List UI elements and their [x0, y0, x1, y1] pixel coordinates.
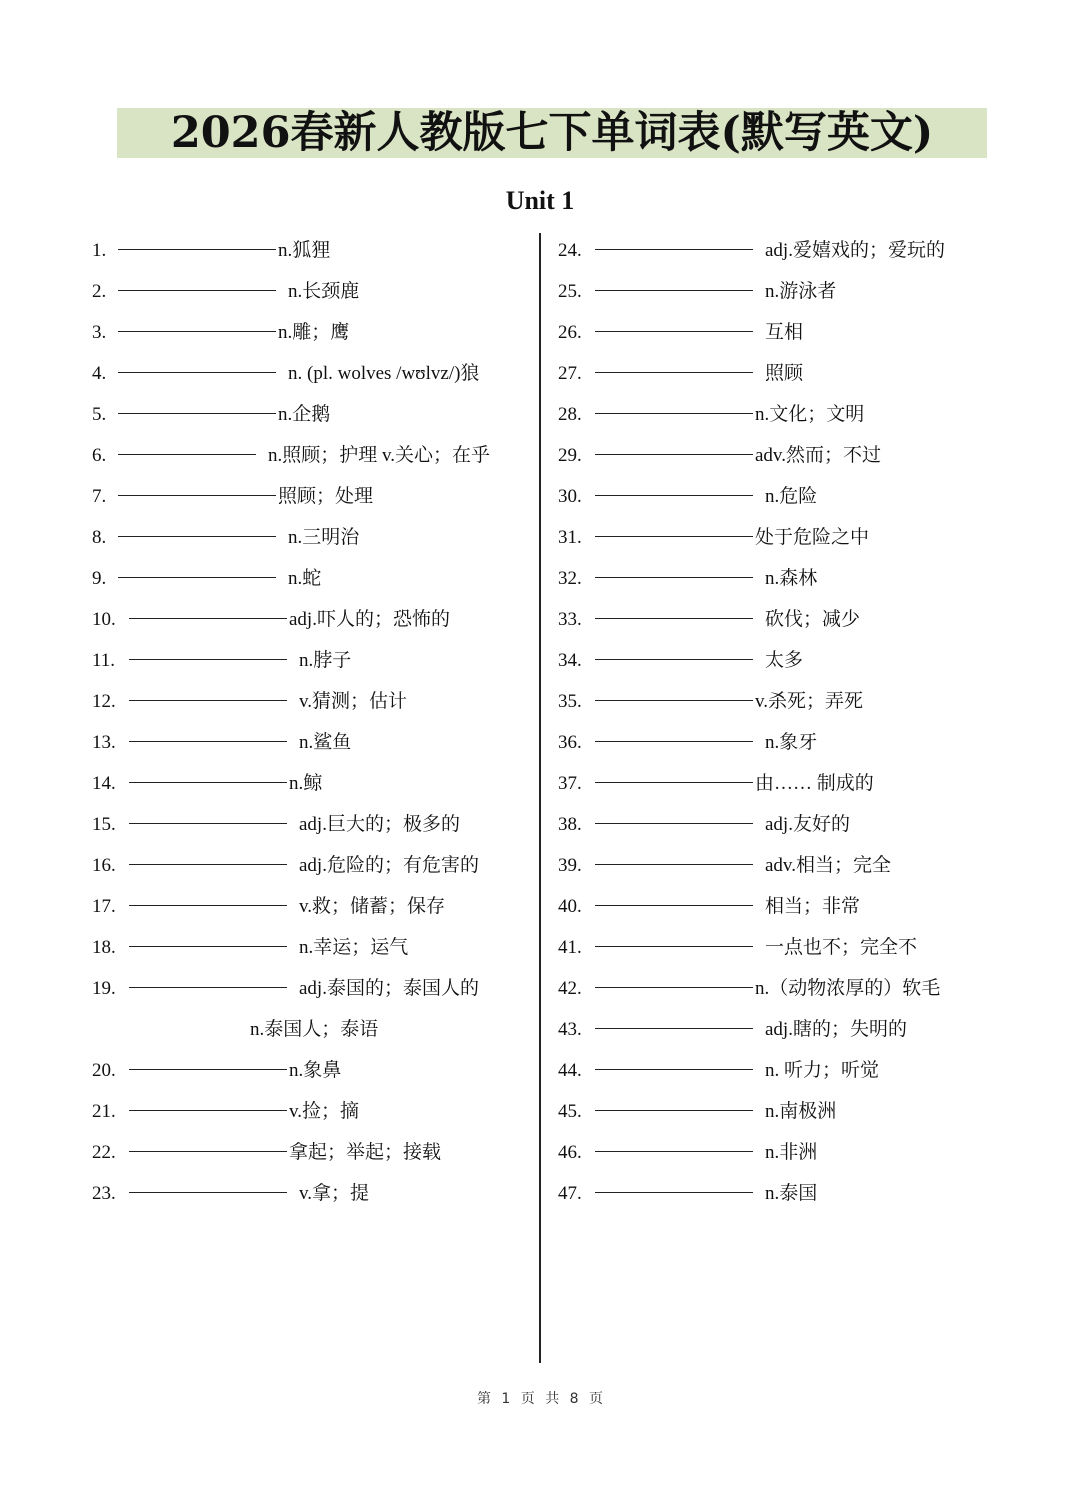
- vocab-row: [558, 435, 1018, 476]
- answer-blank[interactable]: [595, 330, 753, 332]
- vocab-number: 38.: [558, 814, 582, 835]
- vocab-row: [558, 1050, 1018, 1091]
- vocab-number: 47.: [558, 1183, 582, 1204]
- vocab-number: 37.: [558, 773, 582, 794]
- vocab-number: 27.: [558, 363, 582, 384]
- answer-blank[interactable]: [129, 986, 287, 988]
- vocab-row: [558, 763, 1018, 804]
- vocab-row: [92, 681, 532, 722]
- vocab-definition: v.捡；摘: [289, 1101, 360, 1122]
- vocab-number: 35.: [558, 691, 582, 712]
- answer-blank[interactable]: [118, 371, 276, 373]
- vocab-definition: 太多: [765, 650, 804, 671]
- vocab-definition: 照顾；处理: [278, 486, 374, 507]
- answer-blank[interactable]: [129, 1150, 287, 1152]
- vocab-row: [558, 886, 1018, 927]
- answer-blank[interactable]: [118, 535, 276, 537]
- answer-blank[interactable]: [595, 248, 753, 250]
- answer-blank[interactable]: [118, 289, 276, 291]
- vocab-number: 8.: [92, 527, 107, 548]
- vocab-row: [92, 640, 532, 681]
- vocab-number: 31.: [558, 527, 582, 548]
- vocab-definition: 相当；非常: [765, 896, 861, 917]
- vocab-row: [92, 1132, 532, 1173]
- vocab-number: 17.: [92, 896, 116, 917]
- vocab-row: [92, 804, 532, 845]
- vocab-number: 36.: [558, 732, 582, 753]
- vocab-row: [92, 968, 532, 1009]
- vocab-definition: 砍伐；减少: [765, 609, 861, 630]
- vocab-number: 4.: [92, 363, 107, 384]
- vocab-row: [558, 517, 1018, 558]
- vocab-number: 9.: [92, 568, 107, 589]
- vocab-number: 15.: [92, 814, 116, 835]
- title-highlight: [117, 108, 987, 158]
- vocab-row: [92, 558, 532, 599]
- vocab-definition: n.照顾；护理 v.关心；在乎: [268, 445, 491, 466]
- vocab-number: 16.: [92, 855, 116, 876]
- vocab-number: 1.: [92, 240, 107, 261]
- vocab-row: [92, 927, 532, 968]
- vocab-number: 40.: [558, 896, 582, 917]
- vocab-number: 12.: [92, 691, 116, 712]
- vocab-number: 13.: [92, 732, 116, 753]
- vocab-definition: 照顾: [765, 363, 804, 384]
- vocab-row: [558, 271, 1018, 312]
- vocab-definition: n.非洲: [765, 1142, 818, 1163]
- vocab-definition: adj.吓人的；恐怖的: [289, 609, 450, 630]
- page-title: 2026春新人教版七下单词表(默写英文): [170, 108, 934, 158]
- vocab-row: [92, 845, 532, 886]
- vocab-definition: adj.泰国的；泰国人的: [299, 978, 479, 999]
- vocab-definition: n.南极洲: [765, 1101, 837, 1122]
- answer-blank[interactable]: [129, 822, 287, 824]
- vocab-row: [92, 517, 532, 558]
- answer-blank[interactable]: [129, 781, 287, 783]
- vocab-number: 2.: [92, 281, 107, 302]
- vocab-number: 5.: [92, 404, 107, 425]
- vocab-definition: n.文化；文明: [755, 404, 865, 425]
- answer-blank[interactable]: [129, 945, 287, 947]
- vocab-number: 10.: [92, 609, 116, 630]
- answer-blank[interactable]: [118, 412, 276, 414]
- vocab-number: 24.: [558, 240, 582, 261]
- vocab-row: [558, 640, 1018, 681]
- vocab-number: 19.: [92, 978, 116, 999]
- vocab-definition: n.泰国人；泰语: [250, 1019, 379, 1040]
- vocab-number: 42.: [558, 978, 582, 999]
- vocab-row: [92, 312, 532, 353]
- vocab-number: 28.: [558, 404, 582, 425]
- vocab-row: [558, 804, 1018, 845]
- vocab-row: [92, 1173, 532, 1214]
- vocab-row: [558, 722, 1018, 763]
- vocab-definition: adj.巨大的；极多的: [299, 814, 460, 835]
- vocab-number: 22.: [92, 1142, 116, 1163]
- vocab-definition: n.雕；鹰: [278, 322, 350, 343]
- vocab-number: 21.: [92, 1101, 116, 1122]
- vocab-definition: 一点也不；完全不: [765, 937, 918, 958]
- vocab-number: 39.: [558, 855, 582, 876]
- answer-blank[interactable]: [595, 945, 753, 947]
- answer-blank[interactable]: [595, 699, 753, 701]
- unit-heading: Unit 1: [505, 186, 575, 215]
- vocab-definition: v.杀死；弄死: [755, 691, 864, 712]
- answer-blank[interactable]: [129, 1109, 287, 1111]
- vocab-number: 23.: [92, 1183, 116, 1204]
- answer-blank[interactable]: [595, 1150, 753, 1152]
- vocab-definition: 拿起；举起；接载: [289, 1142, 442, 1163]
- answer-blank[interactable]: [595, 617, 753, 619]
- right-column: [558, 230, 1018, 1214]
- vocab-row: [92, 230, 532, 271]
- vocab-number: 14.: [92, 773, 116, 794]
- vocab-row: [92, 599, 532, 640]
- vocab-number: 30.: [558, 486, 582, 507]
- vocab-row: [92, 435, 532, 476]
- vocab-row: [558, 1132, 1018, 1173]
- vocab-definition: n.幸运；运气: [299, 937, 409, 958]
- vocab-definition: n.脖子: [299, 650, 352, 671]
- page-footer: 第 1 页 共 8 页: [476, 1391, 604, 1407]
- answer-blank[interactable]: [118, 576, 276, 578]
- answer-blank[interactable]: [595, 1191, 753, 1193]
- vocab-row: [558, 681, 1018, 722]
- vocab-definition: 互相: [765, 322, 804, 343]
- vocab-number: 6.: [92, 445, 107, 466]
- vocab-definition: 由…… 制成的: [755, 773, 874, 794]
- vocab-row: [92, 886, 532, 927]
- answer-blank[interactable]: [129, 904, 287, 906]
- answer-blank[interactable]: [595, 904, 753, 906]
- answer-blank[interactable]: [129, 617, 287, 619]
- vocab-row: [558, 1009, 1018, 1050]
- vocab-number: 26.: [558, 322, 582, 343]
- vocab-number: 29.: [558, 445, 582, 466]
- vocab-definition: n.企鹅: [278, 404, 331, 425]
- left-column: [92, 230, 532, 1214]
- vocab-definition: n.危险: [765, 486, 818, 507]
- answer-blank[interactable]: [118, 494, 276, 496]
- vocab-definition: n.鲨鱼: [299, 732, 352, 753]
- answer-blank[interactable]: [118, 248, 276, 250]
- vocab-row: [558, 230, 1018, 271]
- vocab-definition: n.象牙: [765, 732, 818, 753]
- vocab-definition: n.鲸: [289, 773, 323, 794]
- answer-blank[interactable]: [595, 986, 753, 988]
- answer-blank[interactable]: [595, 371, 753, 373]
- vocab-row: [558, 394, 1018, 435]
- vocab-definition: adj.瞎的；失明的: [765, 1019, 907, 1040]
- vocab-row: [558, 599, 1018, 640]
- vocab-row: [558, 927, 1018, 968]
- answer-blank[interactable]: [129, 658, 287, 660]
- vocab-definition: n. 听力；听觉: [765, 1060, 880, 1081]
- vocab-row: [558, 1091, 1018, 1132]
- answer-blank[interactable]: [129, 863, 287, 865]
- vocab-definition: n.象鼻: [289, 1060, 342, 1081]
- answer-blank[interactable]: [129, 1191, 287, 1193]
- vocab-row: [558, 845, 1018, 886]
- vocab-row: [92, 353, 532, 394]
- answer-blank[interactable]: [129, 1068, 287, 1070]
- vocab-definition: v.救；储蓄；保存: [299, 896, 446, 917]
- answer-blank[interactable]: [595, 1109, 753, 1111]
- vocab-row: [92, 1009, 532, 1050]
- vocab-number: 41.: [558, 937, 582, 958]
- vocab-definition: adv.相当；完全: [765, 855, 891, 876]
- vocab-definition: v.拿；提: [299, 1183, 370, 1204]
- answer-blank[interactable]: [595, 822, 753, 824]
- vocab-definition: n.森林: [765, 568, 818, 589]
- answer-blank[interactable]: [129, 699, 287, 701]
- answer-blank[interactable]: [595, 576, 753, 578]
- answer-blank[interactable]: [118, 330, 276, 332]
- vocab-definition: n.蛇: [288, 568, 322, 589]
- vocab-definition: n. (pl. wolves /wʊlvz/)狼: [288, 363, 480, 384]
- vocab-row: [558, 476, 1018, 517]
- vocab-row: [92, 1050, 532, 1091]
- answer-blank[interactable]: [595, 535, 753, 537]
- vocab-number: 33.: [558, 609, 582, 630]
- vocab-definition: n.长颈鹿: [288, 281, 360, 302]
- vocab-number: 7.: [92, 486, 107, 507]
- answer-blank[interactable]: [118, 453, 256, 455]
- vocab-number: 45.: [558, 1101, 582, 1122]
- vocab-number: 44.: [558, 1060, 582, 1081]
- vocab-number: 25.: [558, 281, 582, 302]
- vocab-definition: adj.友好的: [765, 814, 850, 835]
- vocab-definition: 处于危险之中: [755, 527, 870, 548]
- vocab-number: 20.: [92, 1060, 116, 1081]
- vocab-definition: n.（动物浓厚的）软毛: [755, 978, 941, 999]
- vocab-definition: v.猜测；估计: [299, 691, 408, 712]
- vocab-definition: n.游泳者: [765, 281, 837, 302]
- vocab-definition: adv.然而；不过: [755, 445, 881, 466]
- vocab-row: [558, 312, 1018, 353]
- answer-blank[interactable]: [595, 494, 753, 496]
- vocab-row: [558, 968, 1018, 1009]
- vocab-row: [92, 476, 532, 517]
- vocab-row: [558, 353, 1018, 394]
- vocab-number: 18.: [92, 937, 116, 958]
- column-divider: [539, 233, 541, 1363]
- vocab-number: 32.: [558, 568, 582, 589]
- vocab-row: [92, 394, 532, 435]
- answer-blank[interactable]: [595, 740, 753, 742]
- answer-blank[interactable]: [595, 781, 753, 783]
- vocab-number: 34.: [558, 650, 582, 671]
- vocab-number: 11.: [92, 650, 116, 671]
- vocab-row: [558, 1173, 1018, 1214]
- vocab-definition: n.泰国: [765, 1183, 818, 1204]
- vocab-number: 46.: [558, 1142, 582, 1163]
- vocab-row: [92, 271, 532, 312]
- vocab-row: [92, 763, 532, 804]
- answer-blank[interactable]: [595, 658, 753, 660]
- vocab-number: 3.: [92, 322, 107, 343]
- vocab-definition: n.三明治: [288, 527, 360, 548]
- vocab-definition: adj.危险的；有危害的: [299, 855, 479, 876]
- answer-blank[interactable]: [129, 740, 287, 742]
- vocab-definition: n.狐狸: [278, 240, 331, 261]
- vocab-row: [92, 1091, 532, 1132]
- answer-blank[interactable]: [595, 1068, 753, 1070]
- answer-blank[interactable]: [595, 289, 753, 291]
- vocab-row: [92, 722, 532, 763]
- answer-blank[interactable]: [595, 453, 753, 455]
- answer-blank[interactable]: [595, 1027, 753, 1029]
- vocab-definition: adj.爱嬉戏的；爱玩的: [765, 240, 945, 261]
- vocab-number: 43.: [558, 1019, 582, 1040]
- answer-blank[interactable]: [595, 412, 753, 414]
- vocab-row: [558, 558, 1018, 599]
- answer-blank[interactable]: [595, 863, 753, 865]
